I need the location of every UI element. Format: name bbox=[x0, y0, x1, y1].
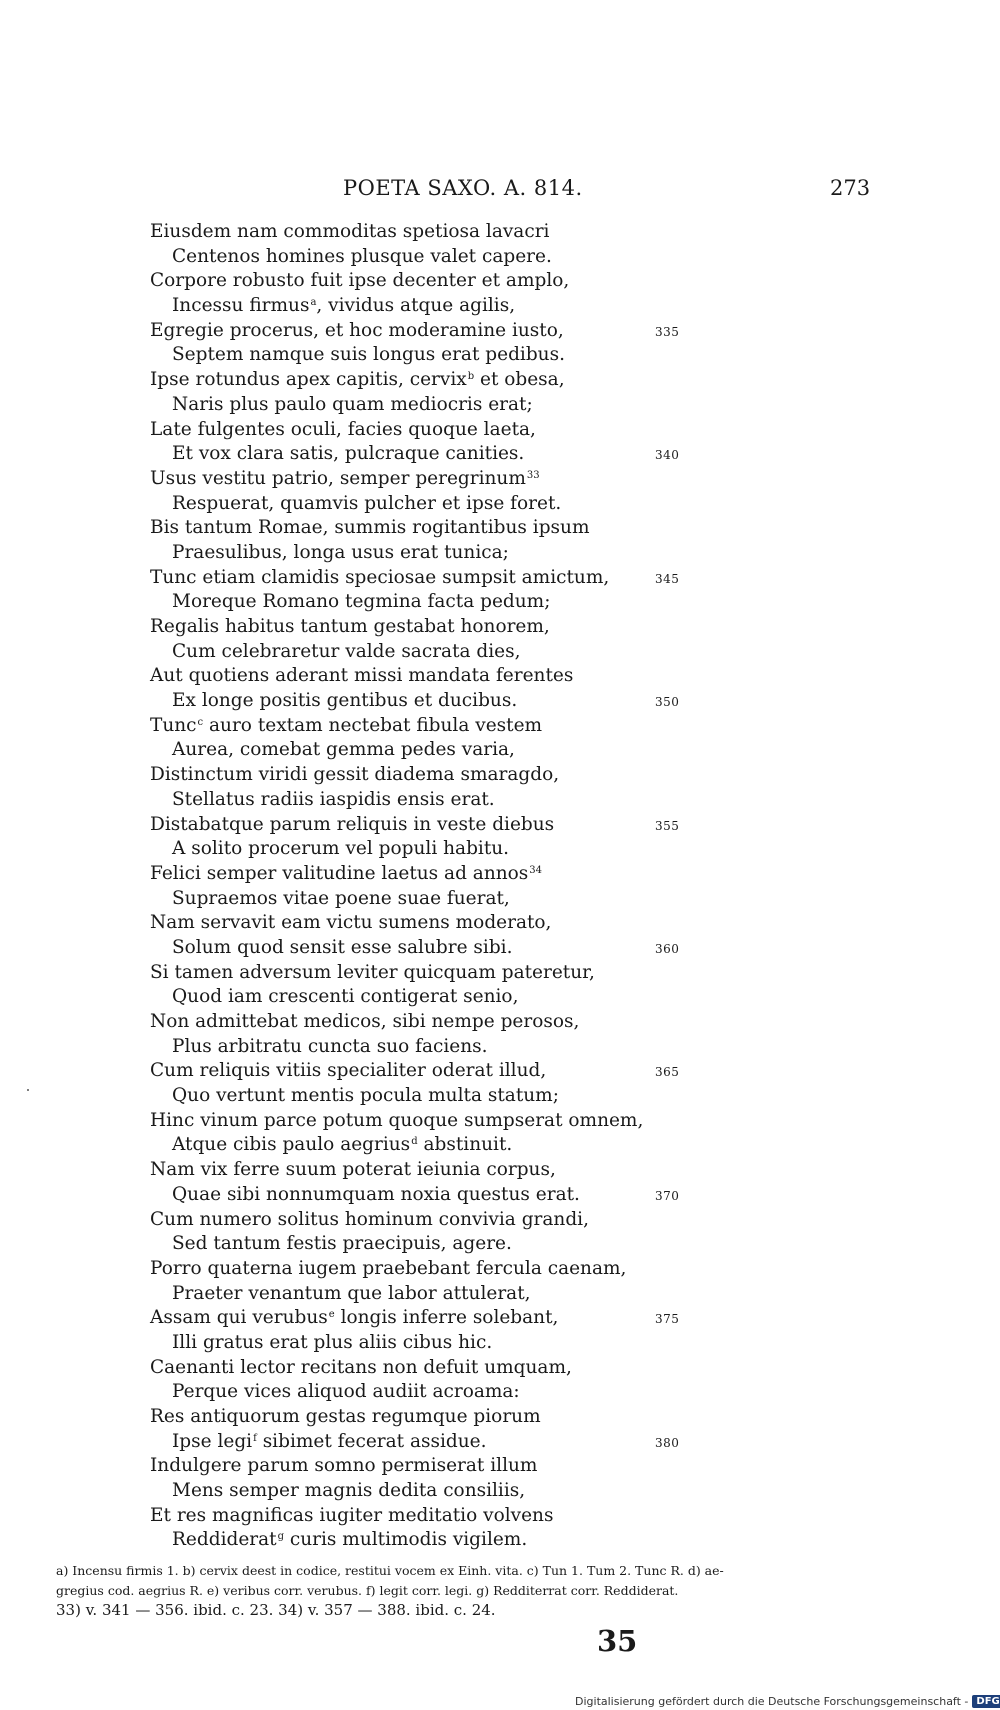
verse-words: Ipse legi bbox=[172, 1430, 253, 1452]
verse-line bbox=[150, 1035, 890, 1060]
verse-line bbox=[150, 1208, 890, 1233]
line-number: 350 bbox=[655, 695, 680, 710]
verse-text bbox=[150, 912, 551, 933]
verse-words: Assam qui verubus bbox=[150, 1307, 328, 1329]
verse-text bbox=[150, 1505, 553, 1526]
verse-line bbox=[150, 467, 890, 492]
verse-words: Aurea, comebat gemma pedes varia, bbox=[172, 739, 515, 761]
footnote-line-1: a) Incensu firmis 1. b) cervix deest in codice, restitui vocem ex Einh. vita. c) Tun 1. Tum 2. Tunc R. d) ae- bbox=[56, 1563, 724, 1578]
verse-line bbox=[150, 1059, 890, 1084]
footnote-marker: g bbox=[277, 1531, 284, 1543]
verse-words: Late fulgentes oculi, facies quoque laeta, bbox=[150, 418, 536, 440]
digitization-credit-text: Digitalisierung gefördert durch die Deutsche Forschungsgemeinschaft - bbox=[575, 1695, 969, 1708]
footnote-marker: b bbox=[467, 371, 475, 383]
verse-text bbox=[150, 665, 573, 686]
line-number: 365 bbox=[655, 1065, 680, 1080]
verse-line bbox=[150, 590, 890, 615]
footnote-line-2: gregius cod. aegrius R. e) veribus corr. verubus. f) legit corr. legi. g) Redditerrat corr. Reddiderat. bbox=[56, 1583, 679, 1598]
verse-text bbox=[150, 246, 552, 267]
verse-words: Tunc etiam clamidis speciosae sumpsit amictum, bbox=[150, 566, 610, 588]
line-number: 370 bbox=[655, 1188, 680, 1203]
verse-line bbox=[150, 393, 890, 418]
verse-words: Centenos homines plusque valet capere. bbox=[172, 245, 552, 267]
verse-words: Quae sibi nonnumquam noxia questus erat. bbox=[172, 1183, 580, 1205]
scan-speck bbox=[27, 1089, 29, 1091]
source-references: 33) v. 341 — 356. ibid. c. 23. 34) v. 357 — 388. ibid. c. 24. bbox=[56, 1601, 496, 1619]
verse-words: Indulgere parum somno permiserat illum bbox=[150, 1455, 538, 1477]
verse-line bbox=[150, 985, 890, 1010]
verse-text bbox=[150, 493, 561, 514]
verse-words: Eiusdem nam commoditas spetiosa lavacri bbox=[150, 221, 550, 242]
verse-words-continued: longis inferre solebant, bbox=[334, 1307, 559, 1329]
verse-words: Regalis habitus tantum gestabat honorem, bbox=[150, 616, 550, 637]
verse-text bbox=[150, 641, 521, 662]
verse-words: Cum numero solitus hominum convivia grandi, bbox=[150, 1208, 589, 1230]
footnote-marker: e bbox=[328, 1309, 335, 1321]
verse-line bbox=[150, 368, 890, 393]
verse-words-continued: auro textam nectebat fibula vestem bbox=[203, 714, 543, 736]
verse-line bbox=[150, 887, 890, 912]
verse-words: Et vox clara satis, pulcraque canities. bbox=[172, 443, 525, 465]
verse-text bbox=[150, 221, 549, 242]
line-number: 335 bbox=[655, 324, 680, 339]
verse-words: Atque cibis paulo aegrius bbox=[172, 1134, 411, 1156]
verse-words: Bis tantum Romae, summis rogitantibus ipsum bbox=[150, 517, 590, 539]
verse-words: Porro quaterna iugem praebebant fercula caenam, bbox=[150, 1257, 627, 1279]
verse-line bbox=[150, 1479, 890, 1504]
digitization-credit bbox=[575, 1693, 1000, 1710]
verse-text bbox=[150, 320, 564, 341]
verse-line bbox=[150, 245, 890, 270]
verse-line bbox=[150, 1109, 890, 1134]
verse-words: Reddiderat bbox=[172, 1529, 277, 1551]
verse-words: Moreque Romano tegmina facta pedum; bbox=[172, 591, 551, 613]
verse-line bbox=[150, 516, 890, 541]
verse-text bbox=[150, 419, 536, 440]
verse-line bbox=[150, 1454, 890, 1479]
verse-words: Sed tantum festis praecipuis, agere. bbox=[172, 1233, 512, 1255]
verse-words: A solito procerum vel populi habitu. bbox=[172, 838, 510, 860]
verse-words-continued: et obesa, bbox=[474, 369, 565, 391]
verse-line bbox=[150, 1282, 890, 1307]
verse-words: Cum reliquis vitiis specialiter oderat illud, bbox=[150, 1060, 547, 1082]
verse-line bbox=[150, 294, 890, 319]
verse-line bbox=[150, 1405, 890, 1430]
verse-words: Praesulibus, longa usus erat tunica; bbox=[172, 541, 509, 563]
verse-line bbox=[150, 220, 890, 245]
verse-line bbox=[150, 738, 890, 763]
verse-text bbox=[150, 1233, 512, 1254]
verse-text bbox=[150, 1110, 643, 1131]
verse-text bbox=[150, 344, 565, 365]
verse-text bbox=[150, 1406, 541, 1427]
verse-text bbox=[150, 838, 509, 859]
verse-words: Usus vestitu patrio, semper peregrinum bbox=[150, 467, 526, 489]
verse-text bbox=[150, 443, 524, 464]
verse-line bbox=[150, 862, 890, 887]
verse-words: Corpore robusto fuit ipse decenter et amplo, bbox=[150, 270, 570, 292]
verse-line bbox=[150, 714, 890, 739]
verse-line bbox=[150, 566, 890, 591]
verse-words: Plus arbitratu cuncta suo faciens. bbox=[172, 1035, 488, 1057]
verse-words: Solum quod sensit esse salubre sibi. bbox=[172, 936, 513, 958]
verse-text bbox=[150, 1480, 525, 1501]
verse-text bbox=[150, 814, 554, 835]
verse-line bbox=[150, 640, 890, 665]
verse-line bbox=[150, 343, 890, 368]
poem-text bbox=[150, 220, 890, 1553]
verse-words: Ex longe positis gentibus et ducibus. bbox=[172, 690, 518, 712]
verse-words: Distabatque parum reliquis in veste diebus bbox=[150, 813, 555, 835]
footnote-marker: f bbox=[253, 1432, 257, 1444]
verse-words: Cum celebraretur valde sacrata dies, bbox=[172, 640, 521, 662]
verse-line bbox=[150, 1306, 890, 1331]
page-number: 273 bbox=[830, 176, 871, 200]
line-number: 375 bbox=[655, 1312, 680, 1327]
verse-text bbox=[150, 1529, 527, 1550]
verse-words: Non admittebat medicos, sibi nempe perosos, bbox=[150, 1011, 580, 1032]
verse-words: Hinc vinum parce potum quoque sumpserat omnem, bbox=[150, 1109, 644, 1131]
verse-text bbox=[150, 888, 510, 909]
verse-line bbox=[150, 837, 890, 862]
verse-line bbox=[150, 961, 890, 986]
verse-line bbox=[150, 788, 890, 813]
verse-text bbox=[150, 986, 518, 1007]
verse-words: Naris plus paulo quam mediocris erat; bbox=[172, 393, 533, 415]
verse-text bbox=[150, 295, 515, 316]
verse-text bbox=[150, 1357, 572, 1378]
verse-words: Tunc bbox=[150, 714, 197, 736]
footnote-marker: a bbox=[310, 297, 317, 309]
verse-words-continued: , vividus atque agilis, bbox=[316, 295, 516, 317]
verse-text bbox=[150, 764, 559, 785]
verse-text bbox=[150, 1258, 626, 1279]
line-number: 340 bbox=[655, 448, 680, 463]
verse-text bbox=[150, 739, 515, 760]
verse-text bbox=[150, 1159, 556, 1180]
footnote-marker: c bbox=[197, 716, 204, 728]
verse-text bbox=[150, 567, 609, 588]
verse-text bbox=[150, 1307, 558, 1328]
verse-line bbox=[150, 269, 890, 294]
verse-line bbox=[150, 936, 890, 961]
verse-words: Praeter venantum que labor attulerat, bbox=[172, 1282, 531, 1304]
verse-line bbox=[150, 1010, 890, 1035]
verse-text bbox=[150, 1060, 546, 1081]
verse-text bbox=[150, 937, 512, 958]
verse-words: Et res magnificas iugiter meditatio volvens bbox=[150, 1504, 554, 1526]
verse-words: Perque vices aliquod audiit acroama: bbox=[172, 1381, 520, 1403]
verse-words-continued: abstinuit. bbox=[417, 1134, 513, 1156]
dfg-logo: DFG bbox=[972, 1695, 1000, 1708]
verse-text bbox=[150, 542, 509, 563]
verse-line bbox=[150, 1084, 890, 1109]
verse-text bbox=[150, 1455, 537, 1476]
verse-words: Si tamen adversum leviter quicquam pateretur, bbox=[150, 961, 595, 983]
verse-words: Stellatus radiis iaspidis ensis erat. bbox=[172, 788, 495, 810]
verse-line bbox=[150, 1257, 890, 1282]
verse-text bbox=[150, 1085, 559, 1106]
verse-text bbox=[150, 1283, 531, 1304]
verse-words: Distinctum viridi gessit diadema smaragdo, bbox=[150, 764, 560, 786]
verse-line bbox=[150, 615, 890, 640]
verse-text bbox=[150, 863, 542, 884]
verse-text bbox=[150, 789, 495, 810]
verse-line bbox=[150, 689, 890, 714]
verse-words: Res antiquorum gestas regumque piorum bbox=[150, 1406, 541, 1427]
verse-line bbox=[150, 1331, 890, 1356]
footnote-marker: 33 bbox=[526, 469, 540, 481]
verse-text bbox=[150, 369, 565, 390]
verse-text bbox=[150, 1431, 486, 1452]
verse-line bbox=[150, 1133, 890, 1158]
verse-words: Respuerat, quamvis pulcher et ipse foret. bbox=[172, 492, 562, 514]
verse-line bbox=[150, 319, 890, 344]
verse-line bbox=[150, 1158, 890, 1183]
verse-words: Egregie procerus, et hoc moderamine iusto, bbox=[150, 319, 564, 341]
verse-words: Illi gratus erat plus aliis cibus hic. bbox=[172, 1331, 493, 1353]
line-number: 380 bbox=[655, 1435, 680, 1450]
running-head bbox=[0, 176, 1000, 206]
verse-words: Mens semper magnis dedita consiliis, bbox=[172, 1480, 526, 1502]
verse-words: Supraemos vitae poene suae fuerat, bbox=[172, 887, 510, 909]
verse-line bbox=[150, 664, 890, 689]
verse-line bbox=[150, 492, 890, 517]
verse-text bbox=[150, 591, 550, 612]
running-head-title: POETA SAXO. A. 814. bbox=[343, 176, 583, 200]
verse-words: Ipse rotundus apex capitis, cervix bbox=[150, 369, 467, 391]
verse-text bbox=[150, 468, 540, 489]
verse-text bbox=[150, 1011, 579, 1032]
verse-text bbox=[150, 1184, 580, 1205]
verse-line bbox=[150, 442, 890, 467]
verse-text bbox=[150, 1209, 589, 1230]
verse-line bbox=[150, 1380, 890, 1405]
footnote-marker: d bbox=[411, 1136, 418, 1148]
verse-line bbox=[150, 813, 890, 838]
footnote-marker: 34 bbox=[529, 864, 543, 876]
verse-text bbox=[150, 616, 550, 637]
verse-line bbox=[150, 911, 890, 936]
verse-text bbox=[150, 962, 595, 983]
signature-mark: 35 bbox=[597, 1624, 638, 1658]
verse-words-continued: sibimet fecerat assidue. bbox=[256, 1430, 487, 1452]
verse-line bbox=[150, 541, 890, 566]
verse-line bbox=[150, 418, 890, 443]
verse-text bbox=[150, 517, 589, 538]
line-number: 360 bbox=[655, 941, 680, 956]
verse-line bbox=[150, 763, 890, 788]
verse-text bbox=[150, 1332, 492, 1353]
verse-words: Quo vertunt mentis pocula multa statum; bbox=[172, 1085, 559, 1107]
verse-words: Nam vix ferre suum poterat ieiunia corpus, bbox=[150, 1159, 556, 1181]
line-number: 355 bbox=[655, 818, 680, 833]
verse-words: Incessu firmus bbox=[172, 295, 310, 317]
verse-line bbox=[150, 1528, 890, 1553]
verse-text bbox=[150, 715, 542, 736]
verse-text bbox=[150, 1134, 512, 1155]
line-number: 345 bbox=[655, 571, 680, 586]
verse-words: Septem namque suis longus erat pedibus. bbox=[172, 344, 565, 366]
verse-words-continued: curis multimodis vigilem. bbox=[283, 1529, 528, 1551]
verse-text bbox=[150, 1036, 488, 1057]
verse-text bbox=[150, 690, 517, 711]
verse-text bbox=[150, 394, 533, 415]
verse-words: Nam servavit eam victu sumens moderato, bbox=[150, 912, 552, 934]
verse-line bbox=[150, 1232, 890, 1257]
verse-text bbox=[150, 1381, 520, 1402]
verse-line bbox=[150, 1183, 890, 1208]
verse-text bbox=[150, 270, 569, 291]
verse-words: Quod iam crescenti contigerat senio, bbox=[172, 986, 519, 1008]
verse-words: Felici semper valitudine laetus ad annos bbox=[150, 862, 529, 884]
footnotes bbox=[56, 1561, 876, 1601]
verse-words: Aut quotiens aderant missi mandata ferentes bbox=[150, 665, 574, 687]
verse-line bbox=[150, 1430, 890, 1455]
verse-line bbox=[150, 1504, 890, 1529]
verse-line bbox=[150, 1356, 890, 1381]
verse-words: Caenanti lector recitans non defuit umquam, bbox=[150, 1356, 572, 1378]
